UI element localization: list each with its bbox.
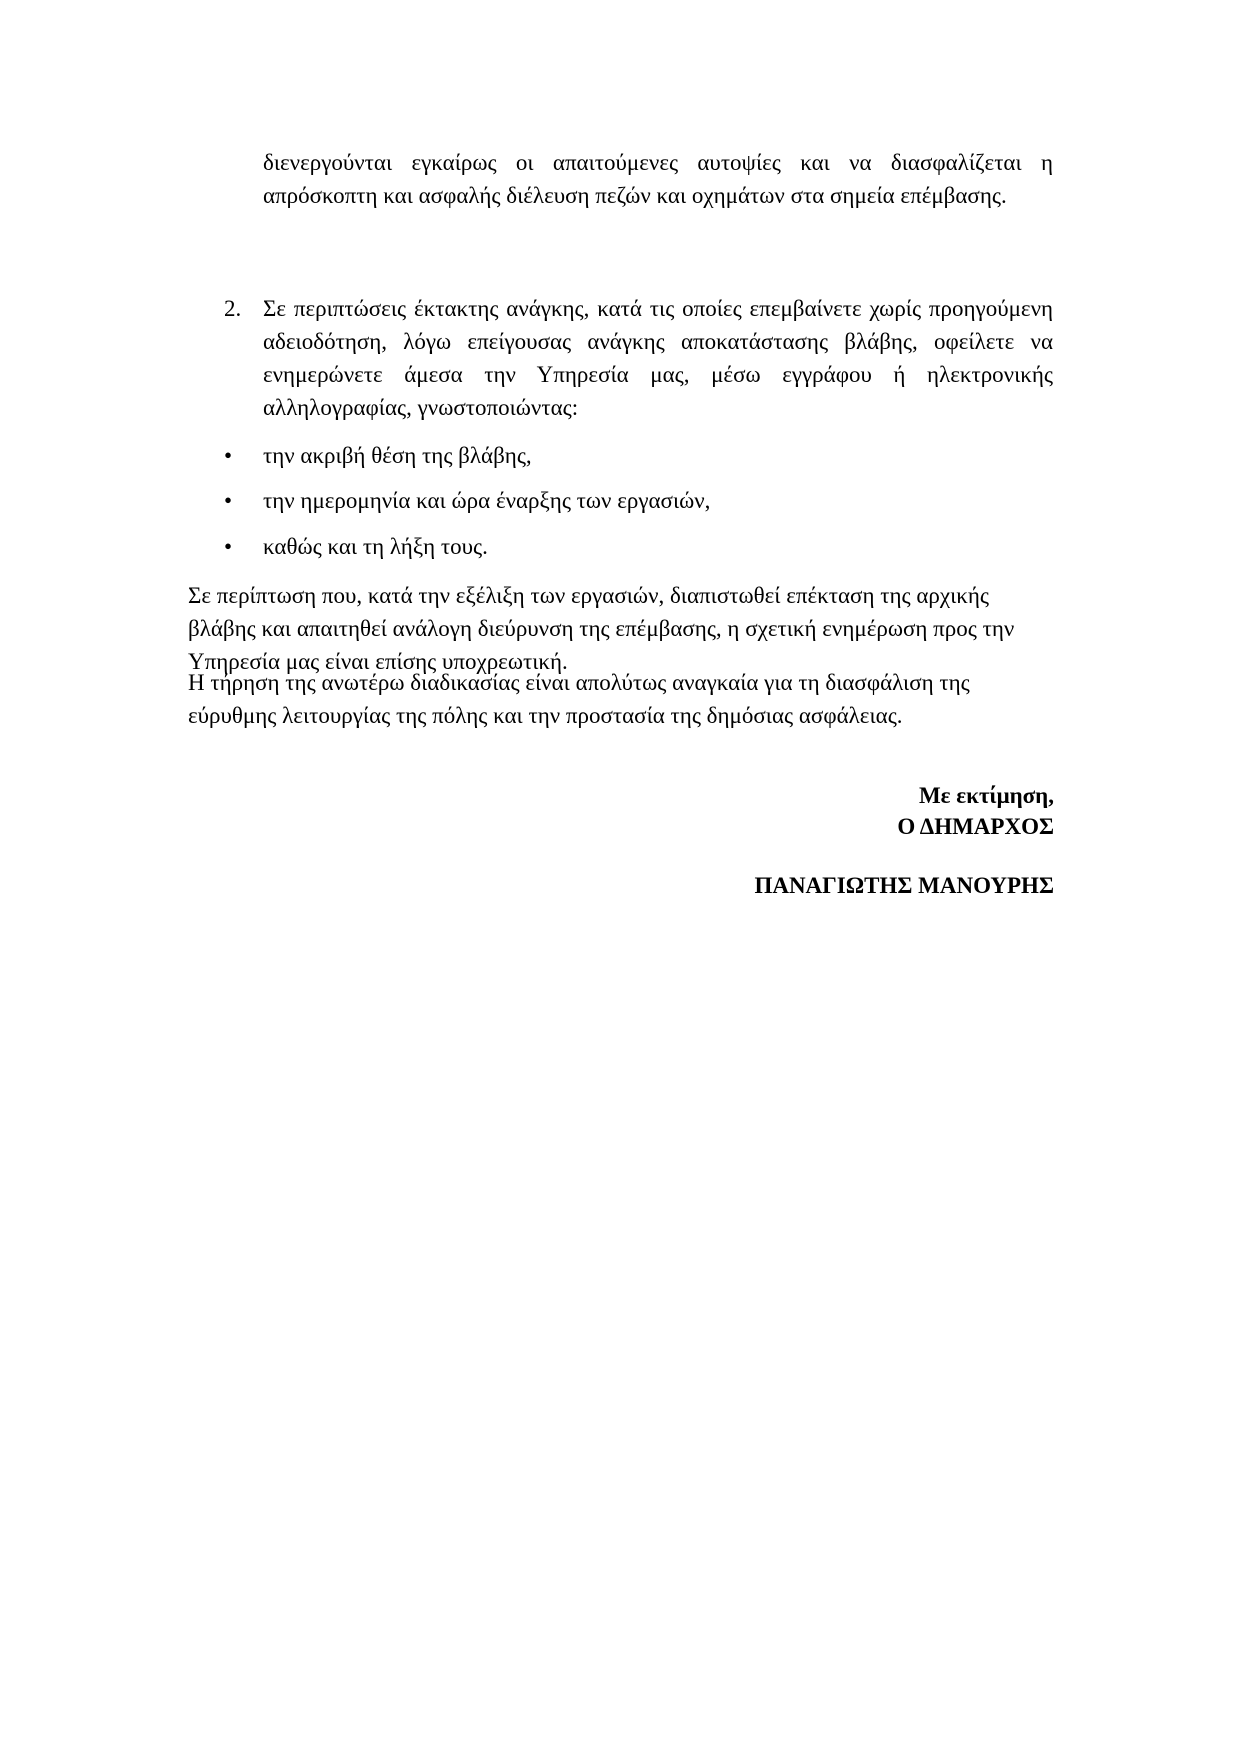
bullet-text: την ημερομηνία και ώρα έναρξης των εργασιών,: [263, 488, 711, 513]
closing-paragraph: Σε περίπτωση που, κατά την εξέλιξη των εργασιών, διαπιστωθεί επέκταση της αρχικής βλάβης και απαιτηθεί ανάλογη διεύρυνση της επέμβασης, η σχετική ενημέρωση προς την Υπηρεσία μας είναι επίσης υποχρεωτική.: [188, 583, 1015, 674]
continuation-paragraph: διενεργούνται εγκαίρως οι απαιτούμενες αυτοψίες και να διασφαλίζεται η απρόσκοπτη και ασφαλής διέλευση πεζών και οχημάτων στα σημεία επέμβασης.: [263, 150, 1053, 208]
signature-block: [897, 780, 1054, 842]
bullet-icon: •: [224, 443, 233, 468]
bullet-icon: •: [224, 534, 233, 559]
bullet-text: την ακριβή θέση της βλάβης,: [263, 443, 532, 468]
bullet-text: καθώς και τη λήξη τους.: [263, 534, 488, 559]
list-item-text: Σε περιπτώσεις έκτακτης ανάγκης, κατά τις οποίες επεμβαίνετε χωρίς προηγούμενη αδειοδότηση, λόγω επείγουσας ανάγκης αποκατάστασης βλάβης, οφείλετε να ενημερώνετε άμεσα την Υπηρεσία μας, μέσω εγγράφου ή ηλεκτρονικής αλληλογραφίας, γνωστοποιώντας:: [263, 296, 1053, 420]
signature-title: Ο ΔΗΜΑΡΧΟΣ: [897, 814, 1054, 839]
signature-greeting: Με εκτίμηση,: [918, 783, 1054, 808]
bullet-icon: •: [224, 488, 233, 513]
signature-name: ΠΑΝΑΓΙΩΤΗΣ ΜΑΝΟΥΡΗΣ: [754, 873, 1054, 898]
list-item-number: 2.: [224, 296, 242, 321]
closing-paragraph: Η τήρηση της ανωτέρω διαδικασίας είναι απολύτως αναγκαία για τη διασφάλιση της εύρυθμης λειτουργίας της πόλης και την προστασία της δημόσιας ασφάλειας.: [188, 670, 970, 728]
